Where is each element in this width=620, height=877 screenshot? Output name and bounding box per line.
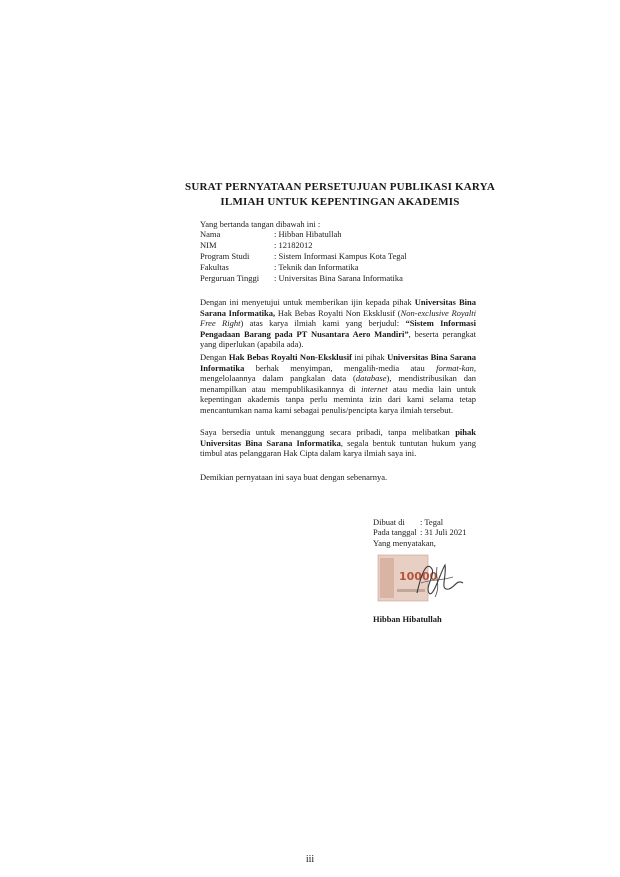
- paragraph-persetujuan: Dengan ini menyetujui untuk memberikan ijin kepada pihak Universitas Bina Sarana Informatika, Hak Bebas Royalti Non Eksklusif (Non-exclusive Royalti Free Right) atas karya ilmiah kami yang berjudul: “Sistem Informasi Pengadaan Barang pada PT Nusantara Aero Mandiri”, beserta perangkat yang diperlukan (apabila ada).: [200, 297, 476, 349]
- date-label: Pada tanggal: [373, 527, 417, 537]
- date-value: : 31 Juli 2021: [420, 527, 467, 537]
- statement-text: Yang menyatakan,: [373, 538, 436, 548]
- intro-text: Yang bertanda tangan dibawah ini :: [200, 219, 321, 229]
- closing-text: Demikian pernyataan ini saya buat dengan sebenarnya.: [200, 472, 388, 482]
- paragraph-hak-royalti: Dengan Hak Bebas Royalti Non-Eksklusif ini pihak Universitas Bina Sarana Informatika berhak menyimpan, mengalih-media atau format-kan, mengelolaannya dalam pangkalan data (database), mendistribusikan dan menampilkan atau mempublikasikannya di internet atau media lain untuk kepentingan akademis tanpa perlu meminta izin dari kami selama tetap mencantumkan nama kami sebagai penulis/pencipta karya ilmiah tersebut.: [200, 352, 477, 415]
- paragraph-tanggung-jawab: Saya bersedia untuk menanggung secara pribadi, tanpa melibatkan pihak Universitas Bina Sarana Informatika, segala bentuk tuntutan hukum yang timbul atas pelanggaran Hak Cipta dalam karya ilmiah saya ini.: [200, 427, 476, 458]
- field-label-prodi: Program Studi: [200, 251, 250, 261]
- field-value-fakultas: : Teknik dan Informatika: [274, 262, 359, 272]
- document-title-line2: ILMIAH UNTUK KEPENTINGAN AKADEMIS: [220, 196, 460, 208]
- field-value-pt: : Universitas Bina Sarana Informatika: [274, 273, 403, 283]
- place-label: Dibuat di: [373, 517, 405, 527]
- field-label-nim: NIM: [200, 240, 217, 250]
- materai-stamp-signature: [377, 553, 467, 605]
- field-label-nama: Nama: [200, 229, 221, 239]
- place-value: : Tegal: [420, 517, 444, 527]
- page-number: iii: [305, 854, 315, 865]
- stamp-value-text: 10000: [399, 570, 438, 583]
- field-value-nim: : 12182012: [274, 240, 313, 250]
- field-label-pt: Perguruan Tinggi: [200, 273, 260, 283]
- field-value-prodi: : Sistem Informasi Kampus Kota Tegal: [274, 251, 407, 261]
- signer-name: Hibban Hibatullah: [373, 614, 442, 624]
- document-title-line1: SURAT PERNYATAAN PERSETUJUAN PUBLIKASI KARYA: [185, 181, 495, 193]
- field-label-fakultas: Fakultas: [200, 262, 229, 272]
- field-value-nama: : Hibban Hibatullah: [274, 229, 342, 239]
